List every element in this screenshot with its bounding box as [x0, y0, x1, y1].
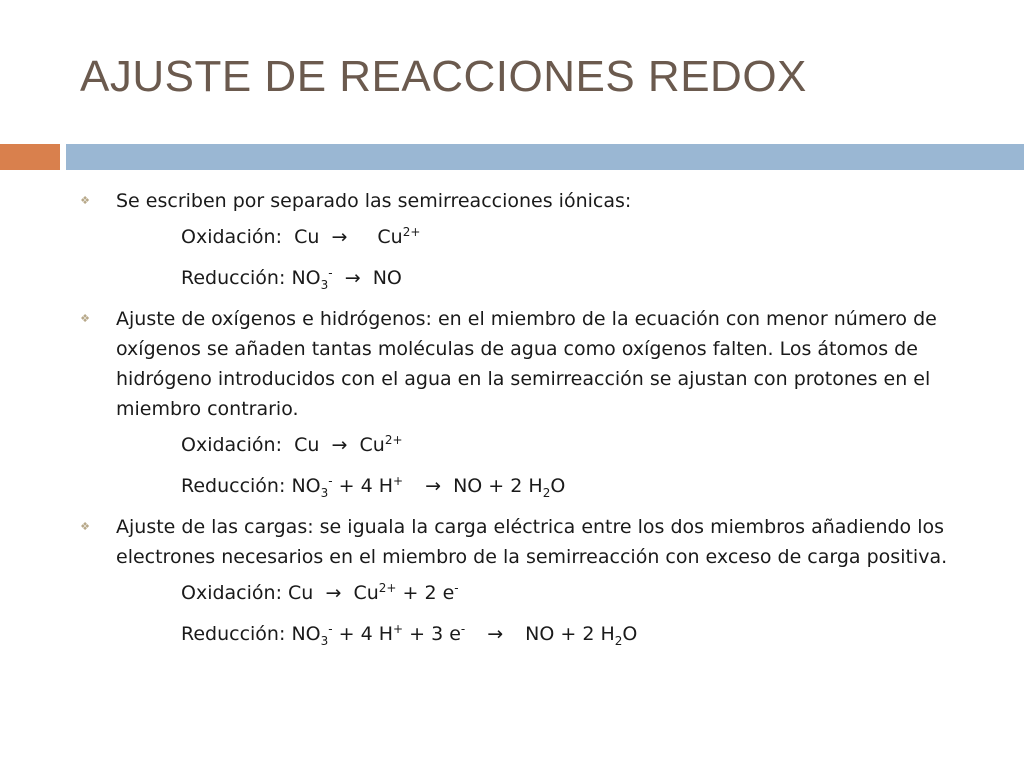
- bullet-text: Ajuste de oxígenos e hidrógenos: en el miembro de la ecuación con menor número de oxígenos se añaden tantas moléculas de agua como oxígenos falten. Los átomos de hidrógeno introducidos con el agua en la semirreacción se ajustan con protones en el miembro contrario.: [116, 308, 937, 420]
- electrons: + 3 e: [403, 623, 461, 645]
- subscript: 2: [542, 486, 551, 500]
- accent-bar-blue: [66, 144, 1024, 170]
- charge: 2+: [378, 581, 397, 595]
- reactant: Cu: [294, 226, 320, 248]
- product: NO + 2 H: [525, 623, 615, 645]
- bullet-text: Se escriben por separado las semirreacciones iónicas:: [116, 190, 632, 212]
- equation-reduccion: [78, 263, 998, 293]
- product: Cu: [377, 226, 403, 248]
- arrow: →: [425, 475, 441, 497]
- diamond-bullet-icon: ❖: [80, 194, 90, 207]
- product-end: O: [622, 623, 638, 645]
- product: NO: [372, 267, 402, 289]
- product-end: O: [550, 475, 566, 497]
- reactant-protons: + 4 H: [332, 623, 394, 645]
- bullet-item: [78, 186, 998, 216]
- equation-label: Oxidación:: [181, 226, 282, 248]
- reactant: NO: [291, 267, 321, 289]
- equation-oxidacion: [78, 430, 998, 460]
- subscript: 3: [320, 278, 329, 292]
- bullet-item: [78, 304, 998, 424]
- equation-label: Oxidación:: [181, 434, 282, 456]
- reactant: Cu: [294, 434, 320, 456]
- reactant-protons: + 4 H: [332, 475, 394, 497]
- subscript: 2: [614, 634, 623, 648]
- product: Cu: [353, 582, 379, 604]
- charge: +: [393, 474, 404, 488]
- reactant: Cu: [288, 582, 314, 604]
- slide-content: [78, 186, 998, 660]
- arrow: →: [331, 226, 348, 248]
- charge: +: [393, 622, 404, 636]
- equation-oxidacion: [78, 222, 998, 252]
- charge: -: [328, 266, 333, 280]
- charge: 2+: [402, 225, 421, 239]
- product: NO + 2 H: [453, 475, 543, 497]
- arrow: →: [331, 434, 348, 456]
- reactant: NO: [291, 475, 321, 497]
- arrow: →: [344, 267, 361, 289]
- diamond-bullet-icon: ❖: [80, 520, 90, 533]
- charge: -: [454, 581, 459, 595]
- charge: -: [328, 622, 333, 636]
- bullet-item: [78, 512, 998, 572]
- subscript: 3: [320, 486, 329, 500]
- arrow: →: [325, 582, 342, 604]
- equation-label: Oxidación:: [181, 582, 282, 604]
- charge: 2+: [384, 433, 403, 447]
- equation-oxidacion: [78, 578, 998, 608]
- bullet-text: Ajuste de las cargas: se iguala la carga eléctrica entre los dos miembros añadiendo los electrones necesarios en el miembro de la semirreacción con exceso de carga positiva.: [116, 516, 948, 568]
- product: Cu: [359, 434, 385, 456]
- equation-reduccion: [78, 471, 998, 501]
- subscript: 3: [320, 634, 329, 648]
- page-title: AJUSTE DE REACCIONES REDOX: [80, 52, 807, 101]
- equation-label: Reducción:: [181, 475, 286, 497]
- charge: -: [460, 622, 466, 636]
- electrons: + 2 e: [396, 582, 455, 604]
- equation-label: Reducción:: [181, 623, 286, 645]
- charge: -: [328, 474, 333, 488]
- equation-reduccion: [78, 619, 998, 649]
- accent-bar-orange: [0, 144, 60, 170]
- equation-label: Reducción:: [181, 267, 286, 289]
- reactant: NO: [291, 623, 321, 645]
- arrow: →: [487, 623, 504, 645]
- diamond-bullet-icon: ❖: [80, 312, 90, 325]
